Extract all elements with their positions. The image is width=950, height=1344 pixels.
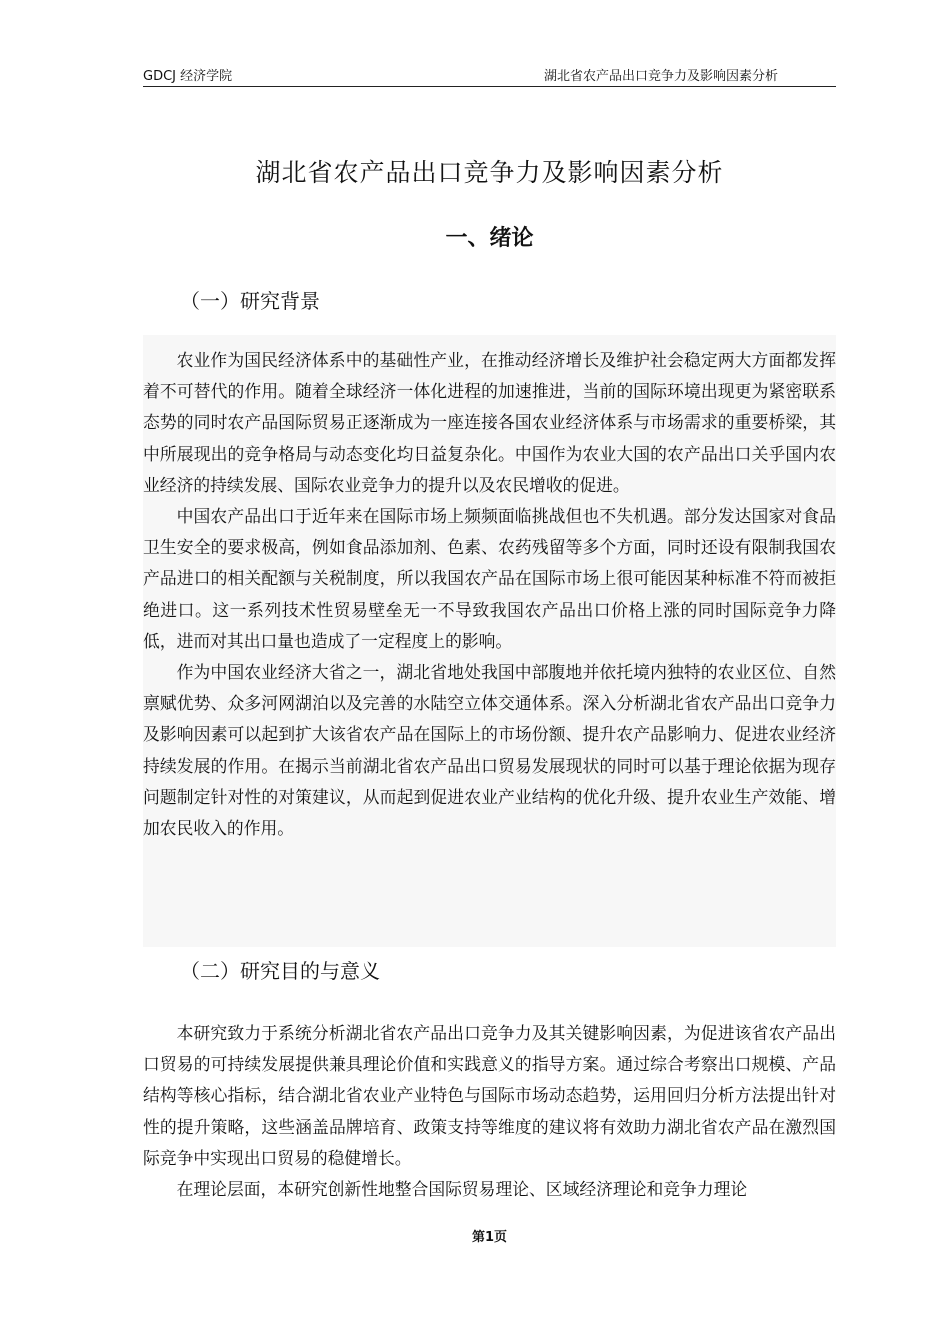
paragraph: 作为中国农业经济大省之一，湖北省地处我国中部腹地并依托境内独特的农业区位、自然禀赋优势、众多河网湖泊以及完善的水陆空立体交通体系。深入分析湖北省农产品出口竞争力及影响因素可以起到扩大该省农产品在国际上的市场份额、提升农产品影响力、促进农业经济持续发展的作用。在揭示当前湖北省农产品出口贸易发展现状的同时可以基于理论依据为现存问题制定针对性的对策建议，从而起到促进农业产业结构的优化升级、提升农业生产效能、增加农民收入的作用。: [143, 662, 836, 839]
header-running-title: 湖北省农产品出口竞争力及影响因素分析: [543, 69, 778, 84]
page-header: [143, 68, 836, 87]
section-background-body: [143, 345, 836, 844]
section-heading-purpose: （二）研究目的与意义: [180, 959, 380, 983]
document-title: 湖北省农产品出口竞争力及影响因素分析: [255, 158, 724, 187]
paragraph: 本研究致力于系统分析湖北省农产品出口竞争力及其关键影响因素，为促进该省农产品出口贸易的可持续发展提供兼具理论价值和实践意义的指导方案。通过综合考察出口规模、产品结构等核心指标，结合湖北省农业产业特色与国际市场动态趋势，运用回归分析方法提出针对性的提升策略，这些涵盖品牌培育、政策支持等维度的建议将有效助力湖北省农产品在激烈国际竞争中实现出口贸易的稳健增长。: [143, 1023, 836, 1168]
paragraph: 在理论层面，本研究创新性地整合国际贸易理论、区域经济理论和竞争力理论: [176, 1179, 748, 1200]
section-heading-background: （一）研究背景: [180, 289, 320, 313]
header-institution: GDCJ 经济学院: [143, 69, 233, 84]
section-purpose-body: [143, 1018, 836, 1205]
page-number: 第1页: [471, 1230, 508, 1245]
paragraph: 农业作为国民经济体系中的基础性产业，在推动经济增长及维护社会稳定两大方面都发挥着不可替代的作用。随着全球经济一体化进程的加速推进，当前的国际环境出现更为紧密联系态势的同时农产品国际贸易正逐渐成为一座连接各国农业经济体系与市场需求的重要桥梁，其中所展现出的竞争格局与动态变化均日益复杂化。中国作为农业大国的农产品出口关乎国内农业经济的持续发展、国际农业竞争力的提升以及农民增收的促进。: [143, 350, 836, 495]
paragraph: 中国农产品出口于近年来在国际市场上频频面临挑战但也不失机遇。部分发达国家对食品卫生安全的要求极高，例如食品添加剂、色素、农药残留等多个方面，同时还设有限制我国农产品进口的相关配额与关税制度，所以我国农产品在国际市场上很可能因某种标准不符而被拒绝进口。这一系列技术性贸易壁垒无一不导致我国农产品出口价格上涨的同时国际竞争力降低，进而对其出口量也造成了一定程度上的影响。: [143, 506, 836, 651]
chapter-title: 一、绪论: [445, 226, 534, 251]
